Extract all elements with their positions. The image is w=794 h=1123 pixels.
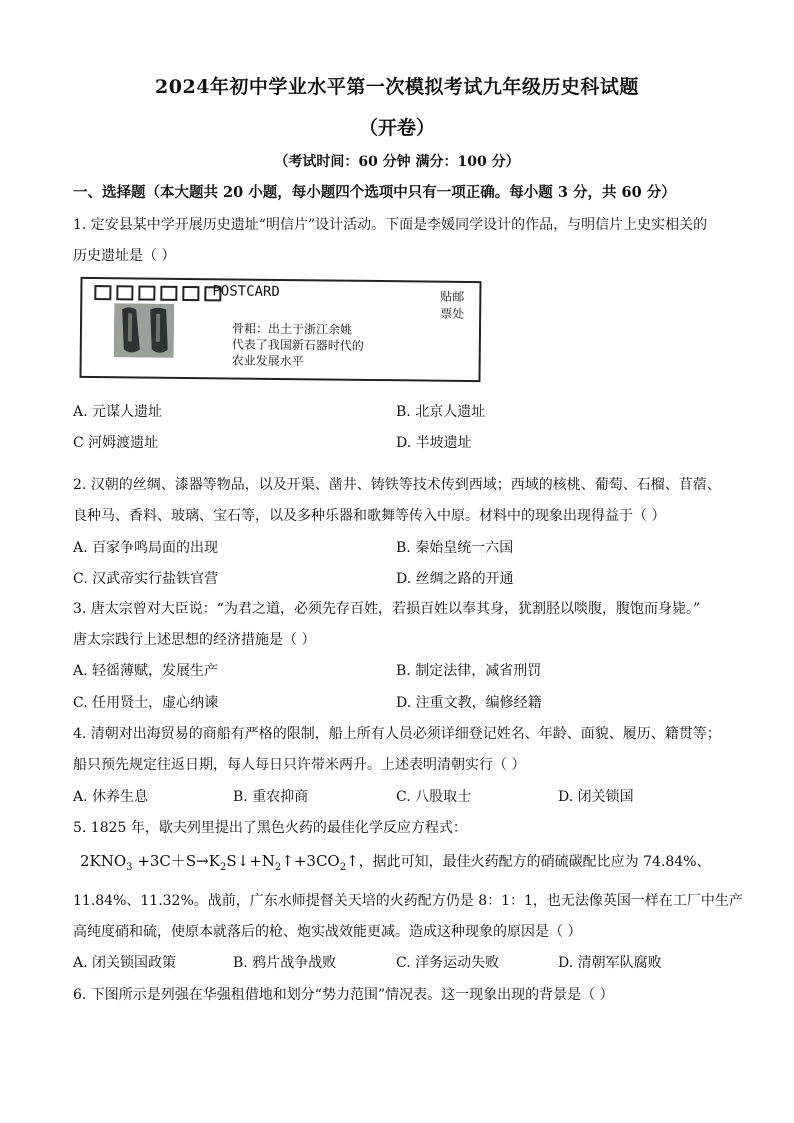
q1-stem-line1: 1. 定安县某中学开展历史遗址“明信片”设计活动。下面是李媛同学设计的作品，与明信片上史实相关的 [73,217,708,233]
q4-option-d: D. 闭关锁国 [558,789,634,805]
q1-option-c: C 河姆渡遗址 [73,435,159,451]
q2-option-d: D. 丝绸之路的开通 [396,571,514,587]
q2-option-c: C. 汉武帝实行盐铁官营 [73,571,219,587]
q2-option-a: A. 百家争鸣局面的出现 [73,540,219,556]
q3-stem-line1: 3. 唐太宗曾对大臣说：“为君之道，必须先存百姓，若损百姓以奉其身，犹割胫以啖腹，腹饱而身毙。” [73,601,701,617]
q3-stem-line2: 唐太宗践行上述思想的经济措施是（ ） [73,632,316,648]
stamp-text-1: 贴邮 [440,289,465,304]
postcode-boxes [94,285,221,301]
postcard-text-line1: 骨耜：出土于浙江余姚 [231,321,353,337]
postcard-text [232,320,365,369]
q4-stem-line2: 船只预先规定往返日期，每人每日只许带米两升。上述表明清朝实行（ ） [73,757,526,773]
q5-stem-line4: 高纯度硝和硫，使原本就落后的枪、炮实战效能更减。造成这种现象的原因是（ ） [73,924,582,940]
q1-option-d: D. 半坡遗址 [396,435,472,451]
exam-meta: （考试时间：60 分钟 满分：100 分） [274,154,520,170]
q3-option-c: C. 任用贤士，虚心纳谏 [73,695,219,711]
equation-expression: $2KNO_3$ $+3C+S\to K_2S↓+N_2↑+3CO_2↑$ [80,852,359,873]
section-heading: 一、选择题（本大题共 20 小题，每小题四个选项中只有一项正确。每小题 3 分，共 60 分） [73,184,676,201]
q2-stem-line1: 2. 汉朝的丝绸、漆器等物品，以及开渠、凿井、铸铁等技术传到西域；西域的核桃、葡萄、石榴、苜蓿、 [73,477,721,493]
q1-option-b: B. 北京人遗址 [396,404,486,420]
q2-stem-line2: 良种马、香料、玻璃、宝石等，以及多种乐器和歌舞等传入中原。材料中的现象出现得益于（ ） [73,508,666,524]
q6-stem-line1: 6. 下图所示是列强在华强租借地和划分“势力范围”情况表。这一现象出现的背景是（ ） [73,987,614,1003]
exam-title: 2024年初中学业水平第一次模拟考试九年级历史科试题 [155,76,639,98]
q4-option-b: B. 重农抑商 [233,789,309,805]
postcard-text-line2: 代表了我国新石器时代的 [231,337,364,353]
q5-option-d: D. 清朝军队腐败 [558,955,662,971]
q5-stem-line2: ，据此可知，最佳火药配方的硝硫碳配比应为 74.84%、 [358,854,711,870]
q1-option-a: A. 元谋人遗址 [73,404,163,420]
q3-option-d: D. 注重文教，编修经籍 [396,695,542,711]
chemical-equation [80,850,711,873]
q5-option-b: B. 鸦片战争战败 [233,955,337,971]
postcard-label: POSTCARD [212,283,280,300]
exam-subtitle: （开卷） [358,117,435,139]
stamp-text-2: 票处 [440,306,465,321]
postcard-text-line3: 农业发展水平 [231,353,304,369]
q5-option-c: C. 洋务运动失败 [396,955,500,971]
q4-option-a: A. 休养生息 [73,789,149,805]
q4-stem-line1: 4. 清朝对出海贸易的商船有严格的限制，船上所有人员必须详细登记姓名、年龄、面貌、履历、籍贯等； [73,726,721,742]
q5-stem-line1: 5. 1825 年，歇夫列里提出了黑色火药的最佳化学反应方程式： [73,820,467,836]
q4-option-c: C. 八股取士 [396,789,472,805]
postcard-figure [79,277,481,382]
q2-option-b: B. 秦始皇统一六国 [396,540,514,556]
q3-option-b: B. 制定法律，减省刑罚 [396,663,542,679]
q3-option-a: A. 轻徭薄赋，发展生产 [73,663,219,679]
q5-option-a: A. 闭关锁国政策 [73,955,177,971]
stamp-area [437,289,467,323]
q5-stem-line3: 11.84%、11.32%。战前，广东水师提督关天培的火药配方仍是 8：1：1，也无法像英国一样在工厂中生产 [73,893,743,909]
bone-spade-photo [114,303,175,358]
q1-stem-line2: 历史遗址是（ ） [73,248,176,264]
